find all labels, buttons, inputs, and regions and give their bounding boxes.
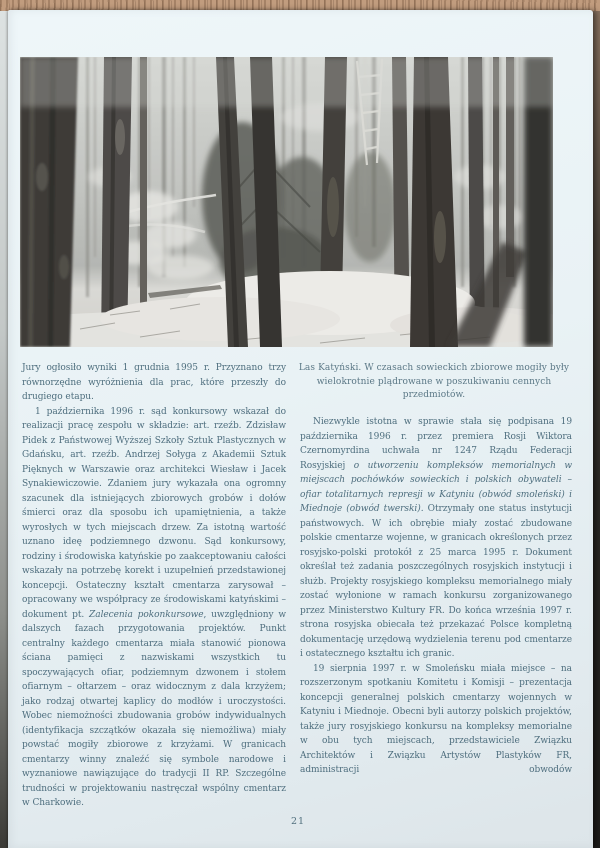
- forest-photo: [20, 57, 553, 347]
- text-run: . Otrzymały one status instytucji państwowych. W ich obrębie miały zostać zbudowane polskie cmentarze wojenne, w granicach określonych przez rosyjsko-polski protokół z 25 marca 1995 r. Dokument określał też zadania poszczególnych rosyjskich instytucji i służb. Projekty rosyjskiego kompleksu memorialnego miały zostać wyłonione w ramach konkursu zorganizowanego przez Ministerstwo Kultury FR. Do końca września 1997 r. strona rosyjska obiecała też przekazać Polsce kompletną dokumentację urzędową wydzielenia terenu pod cmentarze i ostatecznego kształtu ich granic.: [300, 504, 572, 659]
- paragraph: [22, 405, 286, 811]
- page-number: 21: [290, 816, 306, 827]
- paragraph: 19 sierpnia 1997 r. w Smoleńsku miała miejsce – na rozszerzonym spotkaniu Komitetu i Komisji – prezentacja koncepcji generalnej polskich cmentarzy wojennych w Katyniu i Miednoje. Obecni byli autorzy polskich projektów, także jury rosyjskiego konkursu na kompleksy memorialne w obu tych miejscach, przedstawiciele Związku Architektów i Związku Artystów Plastyków FR, administracji obwodów: [300, 663, 572, 775]
- left-column: [22, 361, 286, 811]
- paragraph: Jury ogłosiło wyniki 1 grudnia 1995 r. Przyznano trzy równorzędne wyróżnienia dla prac, które przeszły do drugiego etapu.: [22, 363, 286, 402]
- text-run-italic: o utworzeniu kompleksów memorialnych w miejscach pochówków sowieckich i polskich obywateli – ofiar totalitarnych represji w Katyniu (obwód smoleński) i Miednoje (obwód twerski): [300, 460, 572, 514]
- right-column: [300, 415, 572, 778]
- book-page: [8, 10, 593, 848]
- text-run: 1 października 1996 r. sąd konkursowy wskazał do realizacji pracę zespołu w składzie: art. rzeźb. Zdzisław Pidek z Państwowej Wyższej Szkoły Sztuk Plastycznych w Gdańsku, art. rzeźb. Andrzej Sołyga z Akademii Sztuk Pięknych w Warszawie oraz architekci Wiesław i Jacek Synakiewiczowie. Zdaniem jury wykazała ona ogromny szacunek dla istniejących zbiorowych grobów i dołów śmierci oraz dla sposobu ich upamiętnienia, a także wyrosłych w tych miejscach drzew. Za istotną wartość uznano ideę podziemnego dzwonu. Sąd konkursowy, rodziny i środowiska katyńskie po zaakceptowaniu całości wskazały na potrzebę korekt i uzupełnień przedstawionej koncepcji. Ostateczny kształt cmentarza zarysował – opracowany we współpracy ze środowiskami katyńskimi – dokument pt.: [22, 406, 286, 620]
- photo-caption: Las Katyński. W czasach sowieckich zbiorowe mogiły były wielokrotnie plądrowane w poszukiwaniu cennych przedmiotów.: [298, 363, 570, 400]
- winter-forest-image: [20, 57, 553, 347]
- paragraph: [300, 415, 572, 662]
- text-run: , uwzględniony w dalszych fazach przygotowania projektów. Punkt centralny każdego cmentarza miała stanowić pionowa ściana pamięci z nazwiskami wszystkich tu spoczywających ofiar, podziemnym dzwonem i stołem ofiarnym – ołtarzem – oraz widocznym z dala krzyżem; jako rodzaj otwartej kaplicy do modłów i uroczystości. Wobec niemożności zbudowania grobów indywidualnych (identyfikacja szczątków okazała się niemożliwa) miały powstać mogiły zbiorowe z krzyżami. W granicach cmentarzy winny znaleźć się symbole narodowe i wyznaniowe nawiązujące do tradycji II RP. Szczególne trudności w projektowaniu nastręczał wspólny cmentarz w Charkowie.: [22, 609, 286, 808]
- text-run-italic: Zalecenia pokonkursowe: [89, 609, 204, 620]
- text-run: Niezwykle istotna w sprawie stała się podpisana 19 października 1996 r. przez premiera Rosji Wiktora Czernomyrdina uchwała nr 1247 Rządu Federacji Rosyjskiej: [300, 417, 572, 471]
